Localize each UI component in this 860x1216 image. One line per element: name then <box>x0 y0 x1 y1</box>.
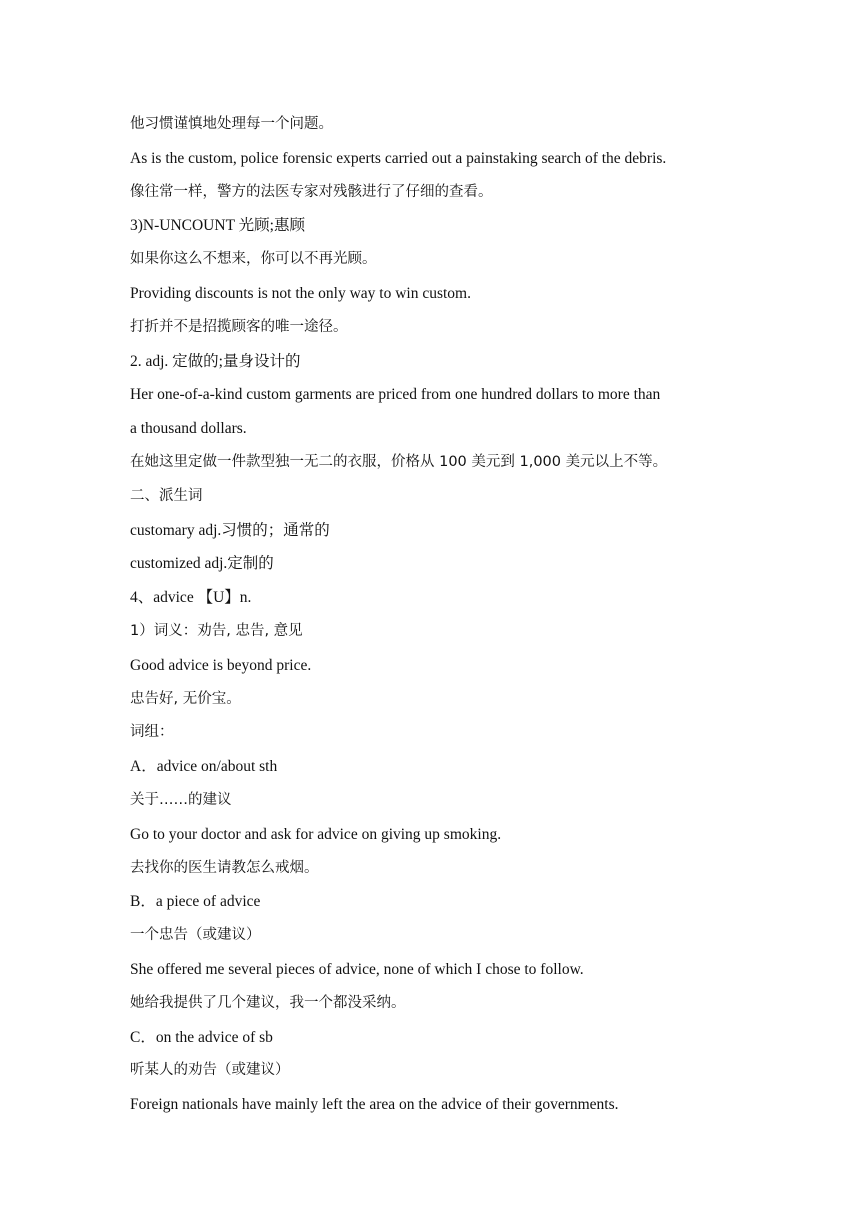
section-heading: 二、派生词 <box>130 487 203 504</box>
text-line: 1）词义：劝告, 忠告, 意见 <box>130 622 303 639</box>
text-line: 词组： <box>130 724 174 741</box>
text-line: 听某人的劝告（或建议） <box>130 1062 290 1079</box>
text-line: Go to your doctor and ask for advice on giving up smoking. <box>130 825 502 843</box>
text-line: 在她这里定做一件款型独一无二的衣服，价格从 100 美元到 1,000 美元以上不等。 <box>130 453 668 470</box>
text-line: Good advice is beyond price. <box>130 656 312 674</box>
text-line: Providing discounts is not the only way to win custom. <box>130 284 471 302</box>
text-line: a thousand dollars. <box>130 420 247 438</box>
text-line: B．a piece of advice <box>130 893 261 911</box>
text-line: 打折并不是招揽顾客的唯一途径。 <box>130 318 348 335</box>
text-line: 2. adj. 定做的;量身设计的 <box>130 352 301 370</box>
text-line: 像往常一样，警方的法医专家对残骸进行了仔细的查看。 <box>130 183 493 200</box>
text-line: A．advice on/about sth <box>130 758 278 776</box>
text-line: customary adj.习惯的；通常的 <box>130 521 330 539</box>
entry-heading: 4、advice 【U】n. <box>130 589 252 607</box>
text-line: Her one-of-a-kind custom garments are priced from one hundred dollars to more than <box>130 386 661 404</box>
text-line: 一个忠告（或建议） <box>130 927 261 944</box>
text-line: customized adj.定制的 <box>130 555 274 573</box>
text-line: 他习惯谨慎地处理每一个问题。 <box>130 116 333 132</box>
text-line: As is the custom, police forensic experts carried out a painstaking search of the debris. <box>130 149 667 167</box>
text-line: 忠告好, 无价宝。 <box>130 690 241 707</box>
text-line: Foreign nationals have mainly left the area on the advice of their governments. <box>130 1096 619 1114</box>
text-line: 如果你这么不想来，你可以不再光顾。 <box>130 251 377 268</box>
document-body <box>130 108 740 1122</box>
text-line: 去找你的医生请教怎么戒烟。 <box>130 859 319 876</box>
text-line: She offered me several pieces of advice, none of which I chose to follow. <box>130 960 584 978</box>
text-line: 3)N-UNCOUNT 光顾;惠顾 <box>130 217 305 235</box>
text-line: 关于……的建议 <box>130 791 232 808</box>
text-line: C．on the advice of sb <box>130 1028 273 1046</box>
text-line: 她给我提供了几个建议，我一个都没采纳。 <box>130 994 406 1011</box>
